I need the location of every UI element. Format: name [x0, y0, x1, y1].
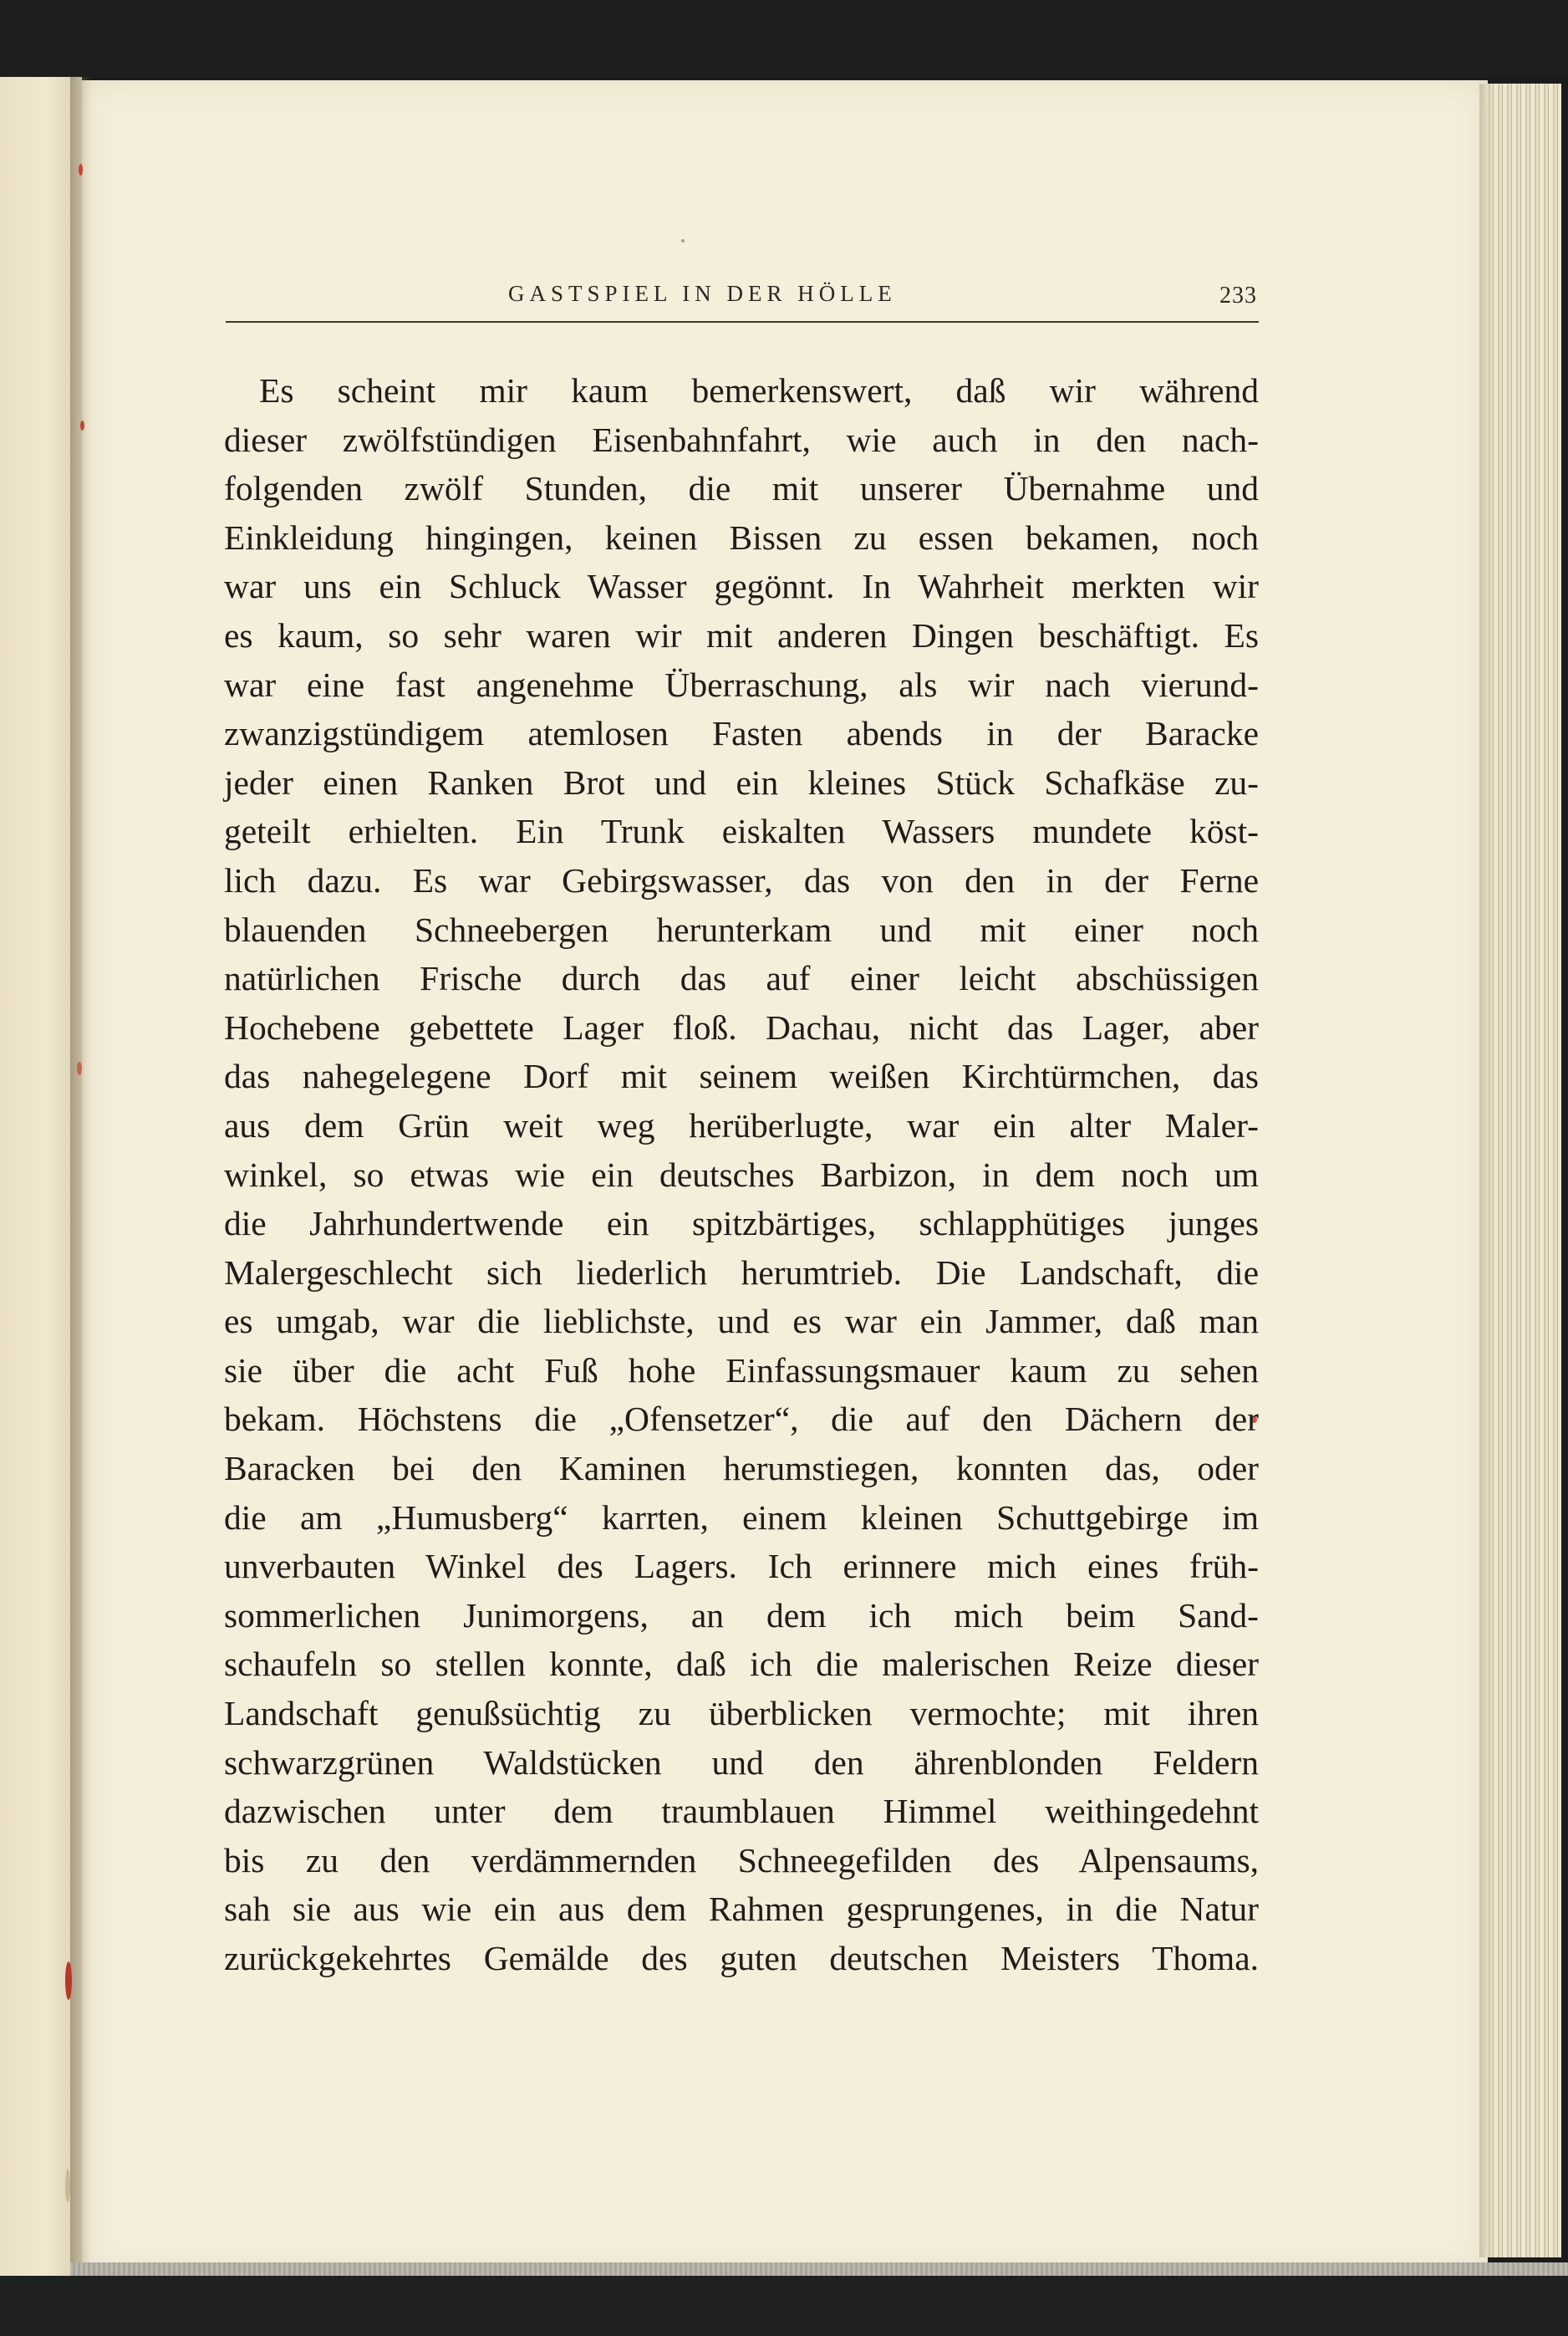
text-line: die am „Humusberg“ karrten, einem kleinen Schuttgebirge im [224, 1497, 1259, 1537]
page-tab-mark [65, 2169, 70, 2202]
text-line: sommerlichen Junimorgens, an dem ich mich beim Sand- [224, 1595, 1259, 1635]
text-line: es umgab, war die lieblichste, und es war ein Jammer, daß man [224, 1302, 1259, 1341]
ink-speck [77, 1062, 82, 1075]
text-line: bis zu den verdämmernden Schneegefilden des Alpensaums, [224, 1840, 1259, 1880]
running-head [226, 281, 1257, 316]
ink-speck [80, 421, 84, 431]
scanner-top-background [0, 0, 1568, 77]
paper-speck [681, 239, 685, 242]
text-line: aus dem Grün weit weg herüberlugte, war ein alter Maler- [224, 1105, 1259, 1145]
text-line: Malergeschlecht sich liederlich herumtrieb. Die Landschaft, die [224, 1252, 1259, 1292]
text-line: die Jahrhundertwende ein spitzbärtiges, schlapphütiges junges [224, 1204, 1259, 1243]
page-edge-shadow [1479, 84, 1491, 2257]
text-line: war eine fast angenehme Überraschung, als wir nach vierund- [224, 665, 1259, 704]
text-line: es kaum, so sehr waren wir mit anderen Dingen beschäftigt. Es [224, 615, 1259, 655]
text-line: Einkleidung hingingen, keinen Bissen zu essen bekamen, noch [224, 518, 1259, 557]
text-line: zwanzigstündigem atemlosen Fasten abends in der Baracke [224, 714, 1259, 753]
text-line: bekam. Höchstens die „Ofensetzer“, die auf den Dächern der [224, 1400, 1259, 1439]
text-line: folgenden zwölf Stunden, die mit unserer Übernahme und [224, 469, 1259, 508]
text-line: zurückgekehrtes Gemälde des guten deutschen Meisters Thoma. [224, 1939, 1259, 1977]
text-line: natürlichen Frische durch das auf einer leicht abschüssigen [224, 959, 1259, 998]
text-line: unverbauten Winkel des Lagers. Ich erinnere mich eines früh- [224, 1547, 1259, 1586]
text-line: Baracken bei den Kaminen herumstiegen, konnten das, oder [224, 1449, 1259, 1488]
text-line: sah sie aus wie ein aus dem Rahmen gesprungenes, in die Natur [224, 1890, 1259, 1929]
text-line: Landschaft genußsüchtig zu überblicken vermochte; mit ihren [224, 1694, 1259, 1733]
text-line: war uns ein Schluck Wasser gegönnt. In Wahrheit merkten wir [224, 567, 1259, 606]
text-line: lich dazu. Es war Gebirgswasser, das von den in der Ferne [224, 860, 1259, 900]
page-stack-edges [1484, 84, 1561, 2257]
gutter-shadow [70, 77, 92, 2276]
header-rule [226, 321, 1259, 323]
text-line: das nahegelegene Dorf mit seinem weißen Kirchtürmchen, das [224, 1057, 1259, 1096]
body-text [224, 366, 1259, 1983]
page-number: 233 [1219, 283, 1257, 309]
text-line: geteilt erhielten. Ein Trunk eiskalten Wassers mundete köst- [224, 812, 1259, 851]
text-line: jeder einen Ranken Brot und ein kleines Stück Schafkäse zu- [224, 763, 1259, 802]
text-line: schwarzgrünen Waldstücken und den ährenblonden Feldern [224, 1742, 1259, 1782]
page-tab-mark [65, 1961, 72, 2000]
text-line: sie über die acht Fuß hohe Einfassungsmauer kaum zu sehen [224, 1350, 1259, 1390]
text-line: Hochebene gebettete Lager floß. Dachau, nicht das Lager, aber [224, 1007, 1259, 1047]
text-line: dazwischen unter dem traumblauen Himmel weithingedehnt [224, 1792, 1259, 1831]
text-line: blauenden Schneebergen herunterkam und mit einer noch [224, 910, 1259, 949]
scanner-bottom-background [0, 2276, 1568, 2336]
text-line: winkel, so etwas wie ein deutsches Barbizon, in dem noch um [224, 1155, 1259, 1194]
text-line: schaufeln so stellen konnte, daß ich die malerischen Reize dieser [224, 1645, 1259, 1684]
running-head-title: GASTSPIEL IN DER HÖLLE [508, 281, 897, 306]
ink-speck [79, 164, 83, 176]
text-line: dieser zwölfstündigen Eisenbahnfahrt, wie auch in den nach- [224, 420, 1259, 459]
text-line: Es scheint mir kaum bemerkenswert, daß wir während [259, 371, 1259, 410]
